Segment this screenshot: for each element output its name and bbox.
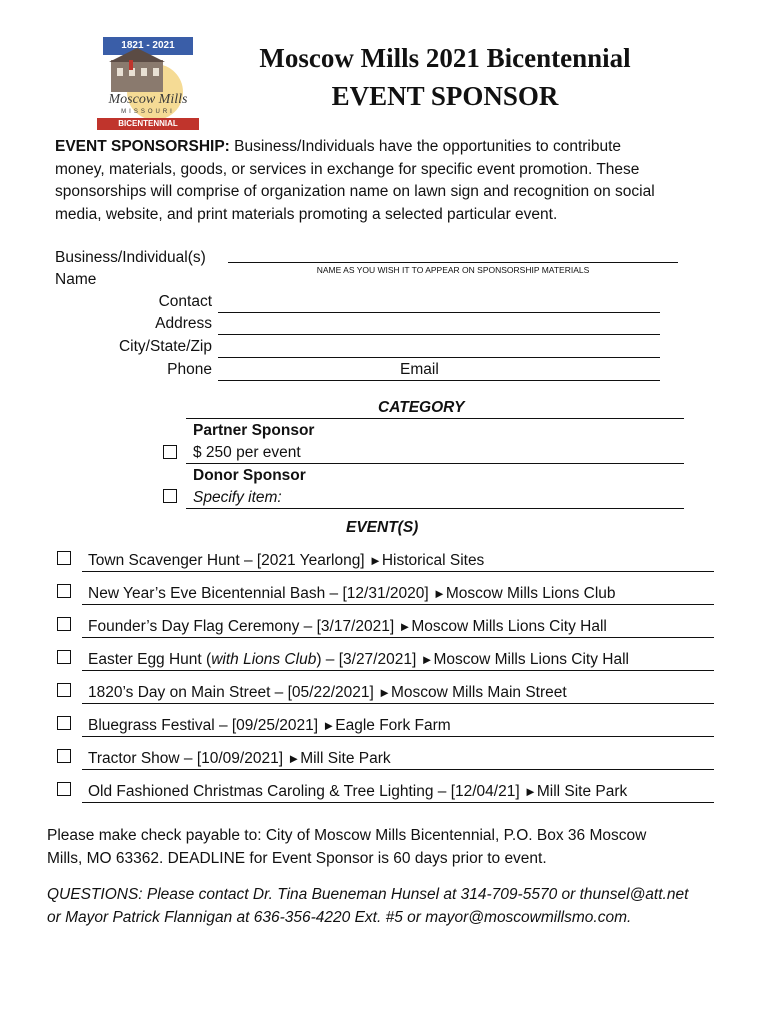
partner-sponsor-checkbox[interactable] [163,445,177,459]
event-rule-2 [82,604,714,605]
intro-line-1 [55,136,735,159]
event-checkbox-1[interactable] [57,551,71,565]
event-checkbox-6[interactable] [57,716,71,730]
partner-sponsor-price: $ 250 per event [193,444,301,461]
event-item-1 [88,551,484,571]
donor-sponsor-field[interactable] [186,508,684,509]
business-label-2: Name [55,271,97,288]
donor-sponsor-checkbox[interactable] [163,489,177,503]
event-location-6: Eagle Fork Farm [335,717,451,734]
event-location-7: Mill Site Park [300,750,391,767]
questions-contact [47,884,757,929]
email-label: Email [400,361,439,378]
arrow-right-icon: ► [432,586,446,601]
payment-line-1: Please make check payable to: City of Moscow Mills Bicentennial, P.O. Box 36 Moscow [47,827,647,844]
event-item-7 [88,749,391,769]
event-location-8: Mill Site Park [536,783,628,800]
event-rule-5 [82,703,714,704]
event-name-2: New Year’s Eve Bicentennial Bash – [12/31/2020] [88,585,433,602]
arrow-right-icon: ► [378,685,391,700]
donor-sponsor-title: Donor Sponsor [193,467,306,484]
event-name-5: 1820’s Day on Main Street – [05/22/2021] [88,684,379,701]
payment-line-2: Mills, MO 63362. DEADLINE for Event Sponsor is 60 days prior to event. [47,849,547,867]
arrow-right-icon: ► [523,784,537,799]
donor-sponsor-specify: Specify item: [193,489,282,506]
business-label-1: Business/Individual(s) [55,249,206,266]
event-name-4-italic: with Lions Club [211,651,317,668]
intro-line-3: sponsorships will comprise of organization name on lawn sign and recognition on social [55,183,655,200]
questions-line-2: or Mayor Patrick Flannigan at 636-356-4220 Ext. #5 or mayor@moscowmillsmo.com. [47,908,632,926]
event-checkbox-3[interactable] [57,617,71,631]
category-heading: CATEGORY [378,399,465,416]
event-rule-1 [82,571,714,572]
arrow-right-icon: ► [420,652,434,667]
event-rule-3 [82,637,714,638]
event-item-5 [88,683,567,703]
arrow-right-icon: ► [368,553,382,568]
event-location-1: Historical Sites [381,552,485,569]
questions-line-1: QUESTIONS: Please contact Dr. Tina Bueneman Hunsel at 314-709-5570 or thunsel@att.net [47,886,689,903]
address-label: Address [155,315,212,332]
intro-text-1: Business/Individuals have the opportunities to contribute [229,138,622,155]
events-heading: EVENT(S) [346,519,419,536]
logo-town: Moscow Mills [108,92,188,107]
event-item-8 [88,782,627,802]
partner-sponsor-rule [186,463,684,464]
event-name-8: Old Fashioned Christmas Caroling & Tree Lighting – [12/04/21] [88,783,524,800]
event-name-3: Founder’s Day Flag Ceremony – [3/17/2021] [88,618,399,635]
page-title: Moscow Mills 2021 Bicentennial [259,43,631,73]
logo-banner: BICENTENNIAL [118,119,178,128]
partner-sponsor-title: Partner Sponsor [193,422,315,439]
event-item-6 [88,716,451,736]
intro-label: EVENT SPONSORSHIP: [55,138,230,155]
event-rule-8 [82,802,714,803]
event-name-6: Bluegrass Festival – [09/25/2021] [88,717,323,734]
event-item-4 [88,650,629,670]
intro-line-2: money, materials, goods, or services in exchange for specific event promotion. These [55,160,640,178]
intro-paragraph [55,136,735,226]
phone-email-field[interactable] [218,380,660,381]
event-checkbox-8[interactable] [57,782,71,796]
city-state-zip-field[interactable] [218,357,660,358]
event-location-4: Moscow Mills Lions City Hall [433,651,629,668]
bicentennial-logo [93,34,203,130]
intro-line-4: media, website, and print materials promoting a selected particular event. [55,205,558,223]
page-subtitle: EVENT SPONSOR [331,81,559,111]
logo-years: 1821 - 2021 [121,40,175,51]
contact-label: Contact [158,293,212,310]
address-field[interactable] [218,334,660,335]
event-name-4-post: ) – [3/27/2021] [316,651,421,668]
event-location-2: Moscow Mills Lions Club [445,585,616,602]
logo-state: MISSOURI [121,109,175,115]
arrow-right-icon: ► [398,619,412,634]
event-rule-6 [82,736,714,737]
event-checkbox-7[interactable] [57,749,71,763]
event-name-7: Tractor Show – [10/09/2021] [88,750,288,767]
event-item-3 [88,617,607,637]
event-rule-7 [82,769,714,770]
event-checkbox-2[interactable] [57,584,71,598]
arrow-right-icon: ► [322,718,336,733]
city-state-zip-label: City/State/Zip [118,338,212,355]
event-location-5: Moscow Mills Main Street [390,684,567,701]
event-item-2 [88,584,616,604]
event-name-4-pre: Easter Egg Hunt ( [88,651,212,668]
arrow-right-icon: ► [287,751,301,766]
phone-label: Phone [167,361,212,378]
event-rule-4 [82,670,714,671]
event-checkbox-5[interactable] [57,683,71,697]
contact-field[interactable] [218,312,660,313]
business-name-hint: NAME AS YOU WISH IT TO APPEAR ON SPONSORSHIP MATERIALS [316,265,590,275]
payment-instructions [47,825,747,870]
category-heading-rule [186,418,684,419]
event-location-3: Moscow Mills Lions City Hall [411,618,607,635]
business-name-field[interactable] [228,262,678,263]
event-name-1: Town Scavenger Hunt – [2021 Yearlong] [88,552,369,569]
event-checkbox-4[interactable] [57,650,71,664]
